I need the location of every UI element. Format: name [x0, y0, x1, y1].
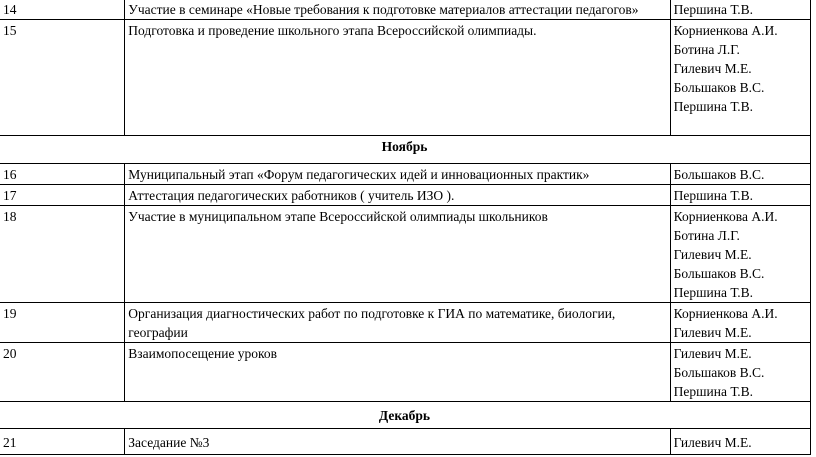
activity-cell: Подготовка и проведение школьного этапа Всероссийской олимпиады. — [125, 20, 670, 136]
responsible-name: Першина Т.В. — [673, 285, 753, 300]
table-row — [0, 20, 811, 136]
row-number: 15 — [0, 20, 125, 136]
responsible-name: Гилевич М.Е. — [673, 247, 752, 262]
row-number: 20 — [0, 343, 125, 402]
responsible-name: Гилевич М.Е. — [673, 434, 752, 450]
row-number: 16 — [0, 164, 125, 185]
activity-cell: Аттестация педагогических работников ( учитель ИЗО ). — [125, 185, 670, 206]
table-row — [0, 429, 811, 455]
responsible-name: Ботина Л.Г. — [673, 228, 740, 243]
responsible-name: Гилевич М.Е. — [673, 346, 752, 361]
table-row — [0, 206, 811, 303]
responsible-cell — [670, 206, 810, 303]
responsible-name: Корниенкова А.И. — [673, 209, 778, 224]
responsible-name: Корниенкова А.И. — [673, 23, 778, 38]
activity-cell: Заседание №3 — [125, 429, 670, 455]
month-heading-november: Ноябрь — [0, 136, 811, 164]
responsible-name: Першина Т.В. — [673, 2, 753, 17]
table-row — [0, 0, 811, 20]
responsible-name: Гилевич М.Е. — [673, 325, 752, 340]
row-number: 19 — [0, 303, 125, 343]
month-row — [0, 402, 811, 429]
responsible-name: Першина Т.В. — [673, 99, 753, 114]
row-number: 21 — [0, 429, 125, 455]
responsible-cell — [670, 429, 810, 455]
responsible-cell — [670, 343, 810, 402]
row-number: 14 — [0, 0, 125, 20]
responsible-name: Большаков В.С. — [673, 80, 765, 95]
activity-cell: Организация диагностических работ по подготовке к ГИА по математике, биологии, географии — [125, 303, 670, 343]
responsible-cell — [670, 20, 810, 136]
responsible-name: Ботина Л.Г. — [673, 42, 740, 57]
table-row — [0, 303, 811, 343]
responsible-name: Большаков В.С. — [673, 365, 765, 380]
responsible-cell — [670, 164, 810, 185]
responsible-name: Гилевич М.Е. — [673, 61, 752, 76]
responsible-cell — [670, 185, 810, 206]
table-row — [0, 343, 811, 402]
month-row — [0, 136, 811, 164]
month-heading-december: Декабрь — [0, 402, 811, 429]
table-row — [0, 164, 811, 185]
activity-cell: Взаимопосещение уроков — [125, 343, 670, 402]
responsible-name: Большаков В.С. — [673, 167, 765, 182]
activity-cell: Участие в семинаре «Новые требования к подготовке материалов аттестации педагогов» — [125, 0, 670, 20]
table-row — [0, 185, 811, 206]
responsible-cell — [670, 0, 810, 20]
responsible-cell — [670, 303, 810, 343]
activity-cell: Участие в муниципальном этапе Всероссийской олимпиады школьников — [125, 206, 670, 303]
activity-cell: Муниципальный этап «Форум педагогических идей и инновационных практик» — [125, 164, 670, 185]
responsible-name: Першина Т.В. — [673, 384, 753, 399]
responsible-name: Большаков В.С. — [673, 266, 765, 281]
row-number: 17 — [0, 185, 125, 206]
responsible-name: Першина Т.В. — [673, 188, 753, 203]
row-number: 18 — [0, 206, 125, 303]
responsible-name: Корниенкова А.И. — [673, 306, 778, 321]
